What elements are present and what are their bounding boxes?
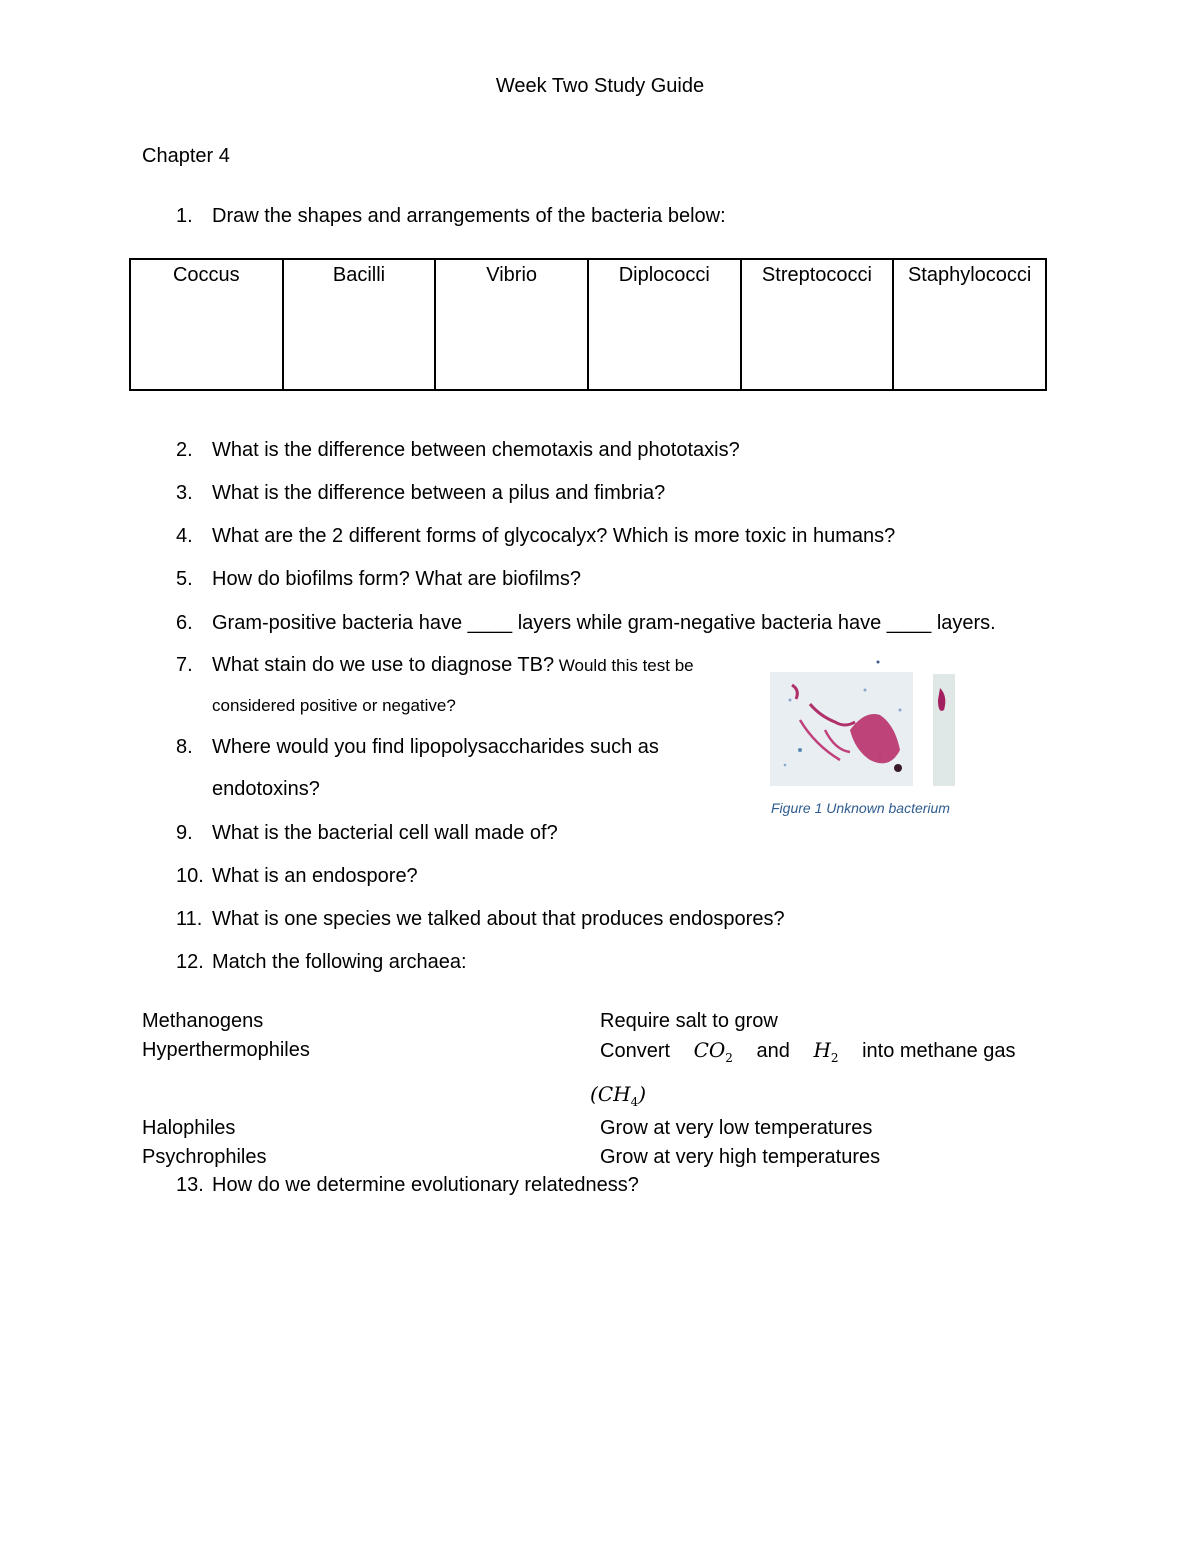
question-text: What is the difference between chemotaxis and phototaxis? — [212, 439, 740, 461]
question-number: 6. — [176, 612, 193, 634]
question-text: How do biofilms form? What are biofilms? — [212, 568, 582, 590]
question-3 — [176, 481, 665, 505]
page-title: Week Two Study Guide — [495, 75, 705, 97]
co-subscript: 2 — [725, 1051, 733, 1065]
question-text: What are the 2 different forms of glycocalyx? Which is more toxic in humans? — [212, 525, 896, 547]
h2-formula — [813, 1038, 839, 1065]
table-cell-bacilli: Bacilli — [283, 259, 436, 390]
into-methane-text: into methane gas — [862, 1040, 1016, 1062]
question-2 — [176, 438, 740, 462]
question-12 — [176, 950, 467, 974]
question-number: 8. — [176, 736, 193, 758]
question-text: Where would you find lipopolysaccharides such as — [212, 736, 659, 758]
question-11 — [176, 907, 785, 931]
question-number: 1. — [176, 205, 193, 227]
question-8-continuation: endotoxins? — [212, 778, 320, 800]
match-low-temperatures: Grow at very low temperatures — [600, 1117, 873, 1139]
table-cell-streptococci: Streptococci — [741, 259, 894, 390]
archaea-methanogens: Methanogens — [142, 1010, 264, 1032]
match-require-salt: Require salt to grow — [600, 1010, 778, 1032]
archaea-halophiles: Halophiles — [142, 1117, 236, 1139]
question-text: Draw the shapes and arrangements of the bacteria below: — [212, 205, 726, 227]
question-7 — [176, 653, 694, 678]
question-6 — [176, 611, 996, 635]
question-1 — [176, 204, 726, 228]
question-text: What is the bacterial cell wall made of? — [212, 822, 558, 844]
question-5 — [176, 567, 581, 591]
question-number: 10. — [176, 865, 204, 887]
question-number: 11. — [176, 908, 203, 930]
co2-formula — [693, 1038, 733, 1065]
question-text: How do we determine evolutionary relatedness? — [212, 1174, 639, 1196]
ch-subscript: 4 — [630, 1095, 639, 1109]
h-subscript: 2 — [830, 1051, 839, 1065]
chapter-heading: Chapter 4 — [142, 145, 230, 167]
question-text: What is the difference between a pilus and fimbria? — [212, 482, 666, 504]
question-number: 4. — [176, 525, 193, 547]
question-text: What is one species we talked about that produces endospores? — [212, 908, 785, 930]
and-word: and — [756, 1040, 790, 1062]
table-cell-staphylococci: Staphylococci — [893, 259, 1046, 390]
question-text: Gram-positive bacteria have ____ layers while gram-negative bacteria have ____ layers. — [212, 612, 996, 634]
question-number: 2. — [176, 439, 193, 461]
table-cell-diplococci: Diplococci — [588, 259, 741, 390]
table-cell-coccus: Coccus — [130, 259, 283, 390]
table-cell-vibrio: Vibrio — [435, 259, 588, 390]
question-text: What stain do we use to diagnose TB? — [212, 654, 555, 676]
question-13 — [176, 1173, 639, 1197]
question-number: 5. — [176, 568, 193, 590]
question-7-continuation: considered positive or negative? — [212, 696, 456, 715]
archaea-psychrophiles: Psychrophiles — [142, 1146, 267, 1168]
h-symbol: H — [813, 1038, 831, 1062]
match-convert-co2 — [600, 1038, 1016, 1070]
question-text: What is an endospore? — [212, 865, 418, 887]
question-number: 9. — [176, 822, 193, 844]
question-number: 3. — [176, 482, 193, 504]
bacteria-table — [129, 258, 1047, 391]
bacterium-micrograph-image — [770, 660, 960, 790]
question-text: Match the following archaea: — [212, 951, 467, 973]
question-number: 12. — [176, 951, 204, 973]
table-row — [130, 259, 1046, 390]
match-high-temperatures: Grow at very high temperatures — [600, 1146, 881, 1168]
question-text-small: Would this test be — [554, 656, 694, 675]
co-symbol: CO — [693, 1038, 726, 1062]
question-number: 13. — [176, 1174, 204, 1196]
question-9 — [176, 821, 558, 845]
figure-caption: Figure 1 Unknown bacterium — [771, 800, 950, 816]
question-number: 7. — [176, 654, 193, 676]
archaea-hyperthermophiles: Hyperthermophiles — [142, 1039, 310, 1061]
question-10 — [176, 864, 418, 888]
question-4 — [176, 524, 895, 548]
ch4-formula: $(CH_4)$ — [590, 1082, 647, 1109]
convert-word: Convert — [600, 1040, 671, 1062]
question-8 — [176, 735, 659, 759]
ch-symbol: CH — [597, 1082, 631, 1106]
